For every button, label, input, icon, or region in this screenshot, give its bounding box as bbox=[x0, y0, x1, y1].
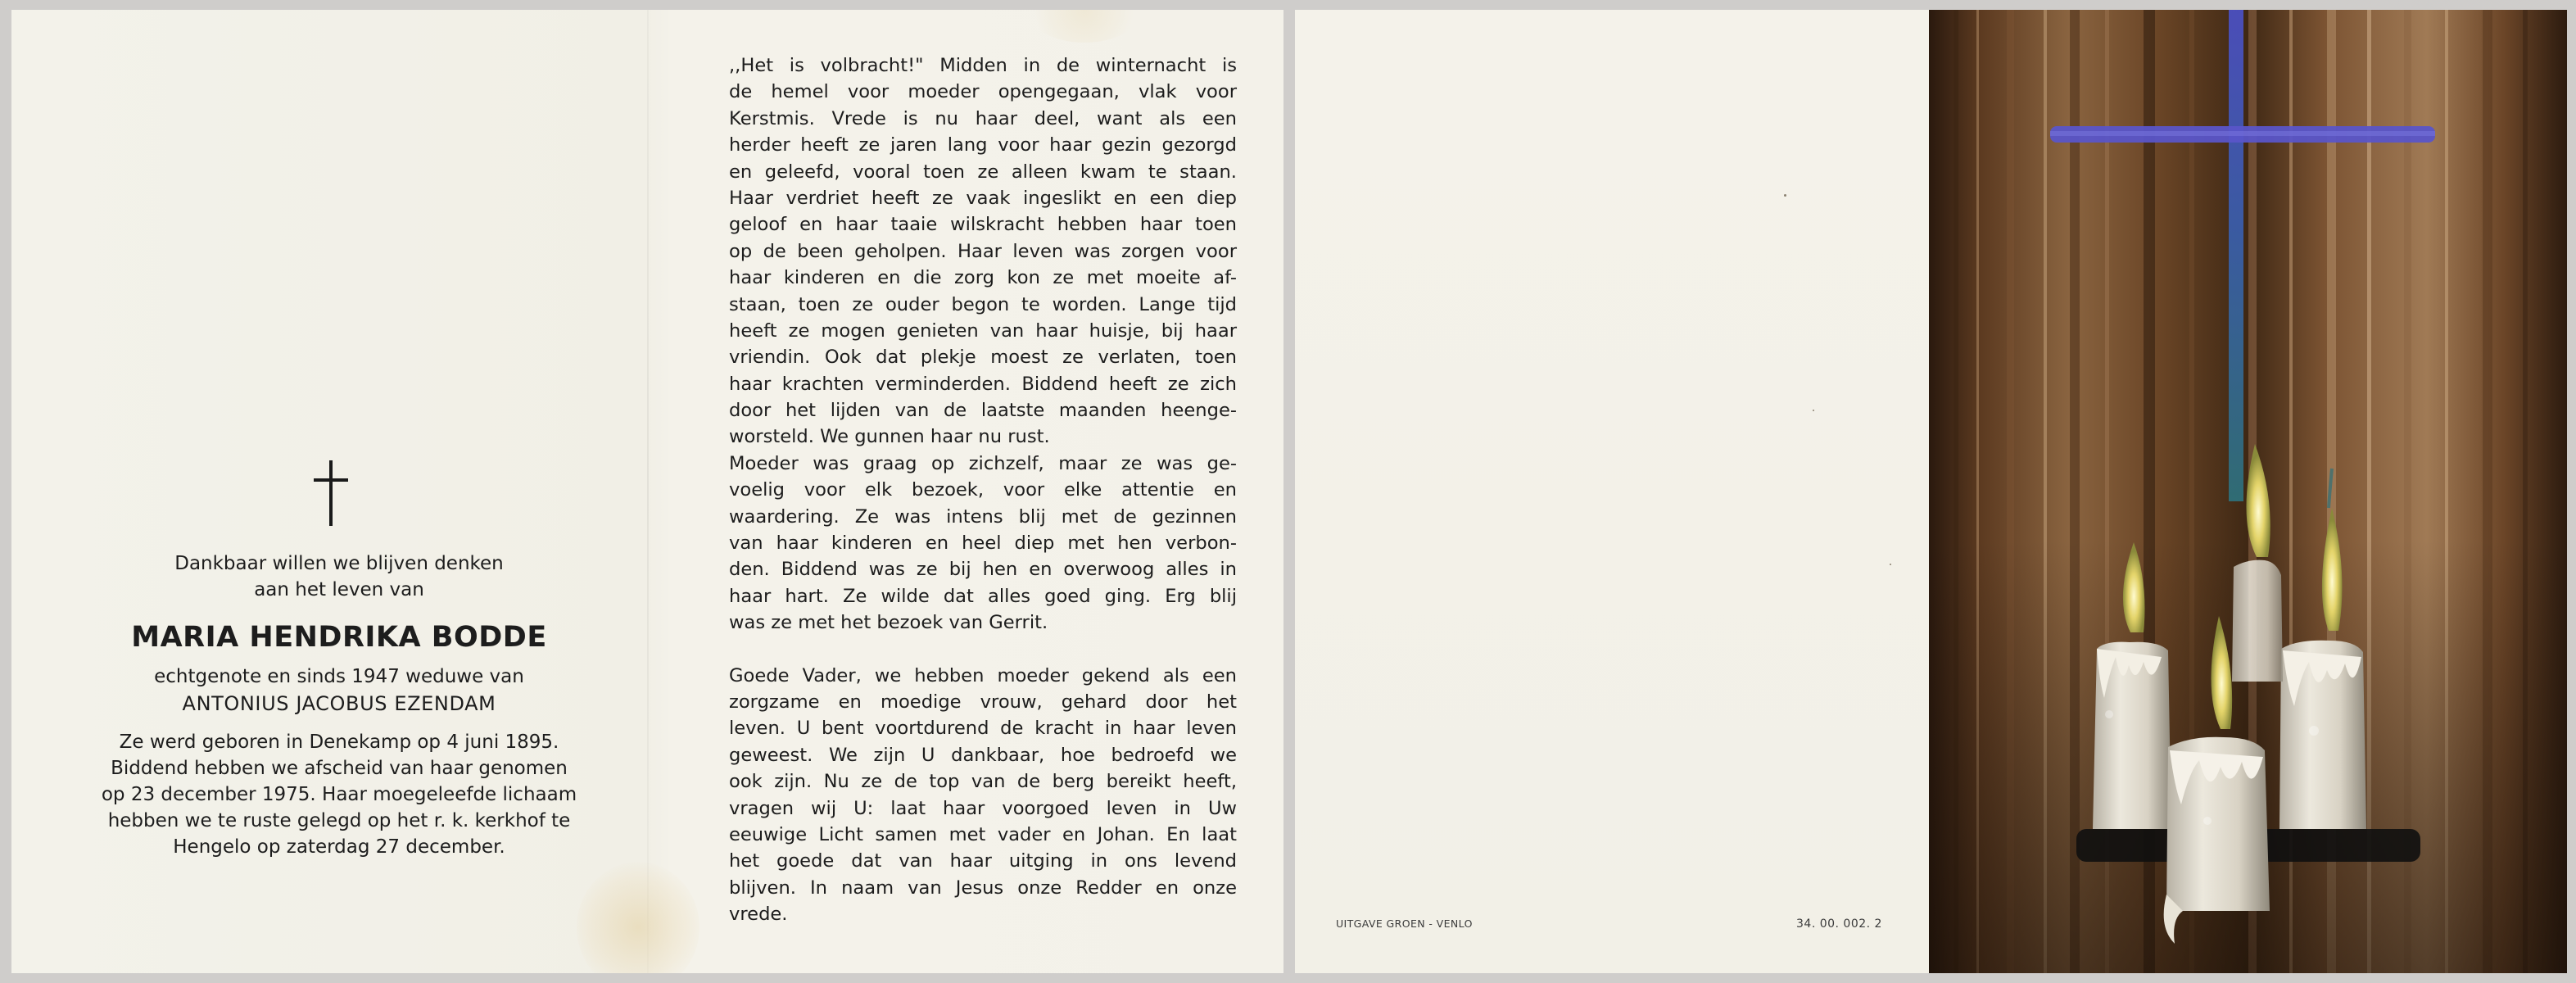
text-line: staan, toen ze ouder begon te worden. Lange tijd bbox=[729, 293, 1237, 315]
bio-line: Ze werd geboren in Denekamp op 4 juni 1895. bbox=[119, 732, 559, 753]
text-line: geloof en haar taaie wilskracht hebben haar toen bbox=[729, 214, 1237, 236]
paper-speck bbox=[1784, 194, 1786, 197]
card-outer-spread bbox=[1295, 10, 2567, 973]
text-line: door het lijden van de laatste maanden heenge- bbox=[729, 400, 1237, 422]
bio-line: hebben we te ruste gelegd op het r. k. kerkhof te bbox=[107, 810, 571, 831]
deceased-name: MARIA HENDRIKA BODDE bbox=[131, 621, 547, 654]
intro-line: aan het leven van bbox=[254, 579, 424, 600]
text-line: Kerstmis. Vrede is nu haar deel, want als een bbox=[729, 107, 1237, 129]
text-line: den. Biddend was ze bij hen en overwoog alles in bbox=[729, 559, 1237, 581]
memorial-block bbox=[44, 550, 634, 860]
intro-line: Dankbaar willen we blijven denken bbox=[174, 553, 504, 574]
text-line: waardering. Ze was intens blij met de gezinnen bbox=[729, 505, 1237, 528]
text-line: op de been geholpen. Haar leven was zorgen voor bbox=[729, 240, 1237, 262]
text-line: en geleefd, vooral toen ze alleen kwam te staan. bbox=[729, 161, 1237, 183]
text-line: ook zijn. Nu ze de top van de berg bereikt heeft, bbox=[729, 771, 1237, 793]
bio-line: op 23 december 1975. Haar moegeleefde lichaam bbox=[101, 784, 577, 805]
prayer-page bbox=[649, 10, 1283, 973]
memorial-page bbox=[11, 10, 647, 973]
text-line: haar krachten verminderden. Biddend heeft ze zich bbox=[729, 373, 1237, 395]
paper-speck bbox=[1813, 410, 1814, 411]
text-line: van haar kinderen en heel diep met hen verbon- bbox=[729, 532, 1237, 555]
candles-painting bbox=[1929, 10, 2567, 973]
bio-line: Hengelo op zaterdag 27 december. bbox=[173, 836, 505, 858]
spouse-intro: echtgenote en sinds 1947 weduwe van bbox=[154, 666, 524, 687]
cross-icon bbox=[312, 459, 350, 528]
text-line: eeuwige Licht samen met vader en Johan. En laat bbox=[729, 823, 1237, 845]
text-line: haar hart. Ze wilde dat alles goed ging. Erg blij bbox=[729, 585, 1237, 607]
back-page bbox=[1295, 10, 1929, 973]
text-line: het goede dat van haar uitging in ons levend bbox=[729, 850, 1237, 872]
text-line: haar kinderen en die zorg kon ze met moeite af- bbox=[729, 267, 1237, 289]
text-line: Goede Vader, we hebben moeder gekend als een bbox=[729, 664, 1237, 686]
text-line: vriendin. Ook dat plekje moest ze verlaten, toen bbox=[729, 347, 1237, 369]
text-line: vragen wij U: laat haar voorgoed leven in Uw bbox=[729, 797, 1237, 819]
bio-line: Biddend hebben we afscheid van haar genomen bbox=[111, 758, 568, 779]
text-line: worsteld. We gunnen haar nu rust. bbox=[729, 426, 1050, 448]
candles-painting-svg bbox=[1929, 10, 2567, 973]
text-line: de hemel voor moeder opengegaan, vlak voor bbox=[729, 81, 1237, 103]
text-line: geweest. We zijn U dankbaar, hoe bedroefd we bbox=[729, 744, 1237, 766]
catalog-number: 34. 00. 002. 2 bbox=[1796, 917, 1882, 931]
paper-speck bbox=[1890, 564, 1891, 565]
text-line: Moeder was graag op zichzelf, maar ze was ge- bbox=[729, 452, 1237, 474]
prayer-paragraph-1 bbox=[729, 52, 1237, 451]
text-line: leven. U bent voortdurend de kracht in haar leven bbox=[729, 718, 1237, 740]
spouse-name: ANTONIUS JACOBUS EZENDAM bbox=[182, 692, 496, 715]
text-line: voelig voor elk bezoek, voor elke attentie en bbox=[729, 479, 1237, 501]
text-line: zorgzame en moedige vrouw, gehard door het bbox=[729, 691, 1237, 713]
text-line: was ze met het bezoek van Gerrit. bbox=[729, 612, 1048, 634]
text-line: Haar verdriet heeft ze vaak ingeslikt en een diep bbox=[729, 187, 1237, 209]
paragraph-gap bbox=[729, 636, 1237, 663]
prayer-paragraph-2 bbox=[729, 451, 1237, 636]
prayer-text bbox=[729, 52, 1237, 928]
text-line: ,,Het is volbracht!" Midden in de winternacht is bbox=[729, 55, 1237, 76]
text-line: heeft ze mogen genieten van haar huisje, bij haar bbox=[729, 319, 1237, 342]
prayer-paragraph-3 bbox=[729, 663, 1237, 928]
publisher-label: UITGAVE GROEN - VENLO bbox=[1336, 917, 1473, 930]
text-line: herder heeft ze jaren lang voor haar gezin gezorgd bbox=[729, 134, 1237, 156]
text-line: vrede. bbox=[729, 904, 788, 926]
card-inner-spread bbox=[11, 10, 1283, 973]
text-line: blijven. In naam van Jesus onze Redder en onze bbox=[729, 877, 1237, 899]
